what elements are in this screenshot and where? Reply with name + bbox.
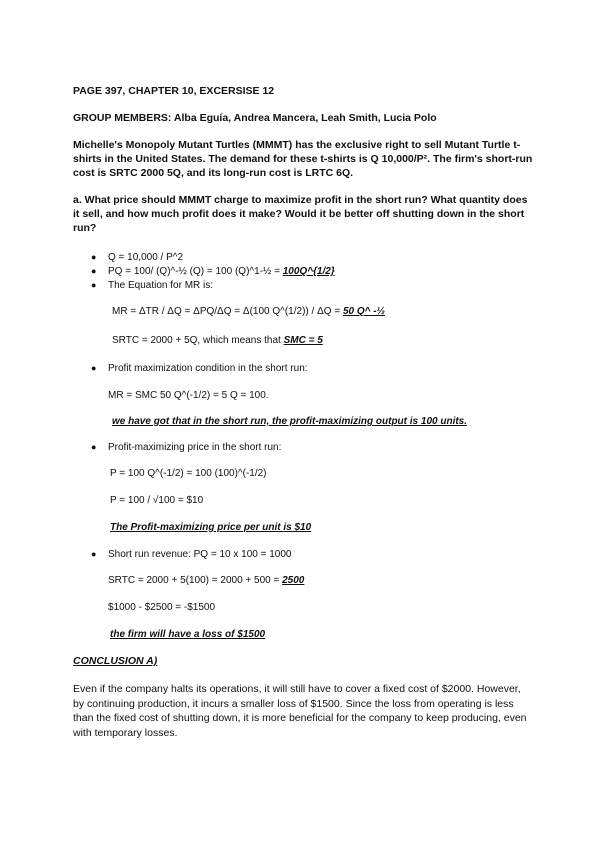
mr-smc-equation: MR = SMC 50 Q^(-1/2) = 5 Q = 100. (108, 390, 269, 401)
bullet-text: Profit maximization condition in the short run: (108, 363, 308, 374)
bullet-text: PQ = 100/ (Q)^-½ (Q) = 100 (Q)^1-½ = (108, 266, 283, 277)
mr-equation-text: MR = ΔTR / ΔQ = ΔPQ/ΔQ = Δ(100 Q^(1/2)) / ΔQ = (112, 306, 343, 317)
smc-result: SMC = 5 (283, 335, 323, 346)
price-equation-2: P = 100 / √100 = $10 (110, 495, 204, 506)
bullet-text: Short run revenue: PQ = 10 x 100 = 1000 (108, 549, 292, 560)
problem-intro: Michelle's Monopoly Mutant Turtles (MMMT) has the exclusive right to sell Mutant Turtle t-shirts in the United States. The demand for these t-shirts is Q 10,000/P². The firm's short-run cost is SRTC 2000 5Q, and its long-run cost is LRTC 6Q. (73, 139, 533, 179)
price-conclusion: The Profit-maximizing price per unit is $10 (110, 522, 312, 533)
bullet-demand (91, 251, 184, 264)
bullet-mr-heading (91, 279, 214, 292)
bullet-revenue (91, 548, 292, 561)
srtc-equation-text: SRTC = 2000 + 5Q, which means that (112, 335, 284, 346)
bullet-dot: ● (91, 266, 97, 276)
total-cost-equation (108, 574, 304, 587)
bullet-dot: ● (91, 252, 97, 262)
bullet-dot: ● (91, 442, 97, 452)
bullet-total-revenue (91, 265, 335, 278)
bullet-dot: ● (91, 363, 97, 373)
loss-conclusion: the firm will have a loss of $1500 (110, 629, 266, 640)
srtc-equation (112, 334, 323, 347)
output-conclusion: we have got that in the short run, the profit-maximizing output is 100 units. (112, 416, 468, 427)
total-cost-result: 2500 (282, 575, 305, 586)
bullet-text: The Equation for MR is: (108, 280, 214, 291)
conclusion-body: Even if the company halts its operations, it will still have to cover a fixed cost of $2000. However, by continuing production, it incurs a smaller loss of $1500. Since the loss from operating is less than the fixed cost of shutting down, it is more beneficial for the company to keep producing, even with temporary losses. (73, 683, 527, 739)
page-title: PAGE 397, CHAPTER 10, EXCERSISE 12 (73, 85, 275, 97)
mr-equation (112, 305, 385, 318)
group-members: GROUP MEMBERS: Alba Eguía, Andrea Mancera, Leah Smith, Lucia Polo (73, 112, 437, 124)
total-cost-text: SRTC = 2000 + 5(100) = 2000 + 500 = (108, 575, 283, 586)
bullet-price-heading (91, 441, 282, 454)
bullet-text: Profit-maximizing price in the short run: (108, 442, 282, 453)
question-a: a. What price should MMMT charge to maximize profit in the short run? What quantity does it sell, and how much profit does it make? Would it be better off shutting down in the short run? (73, 194, 528, 234)
bullet-dot: ● (91, 549, 97, 559)
bullet-profit-condition (91, 362, 308, 375)
loss-calculation: $1000 - $2500 = -$1500 (108, 602, 216, 613)
total-revenue-result: 100Q^{1/2} (282, 266, 335, 277)
mr-result: 50 Q^ -½ (342, 306, 385, 317)
bullet-text: Q = 10,000 / P^2 (108, 252, 184, 263)
bullet-dot: ● (91, 280, 97, 290)
conclusion-heading: CONCLUSION A) (73, 655, 158, 667)
price-equation-1: P = 100 Q^(-1/2) = 100 (100)^(-1/2) (110, 468, 267, 479)
